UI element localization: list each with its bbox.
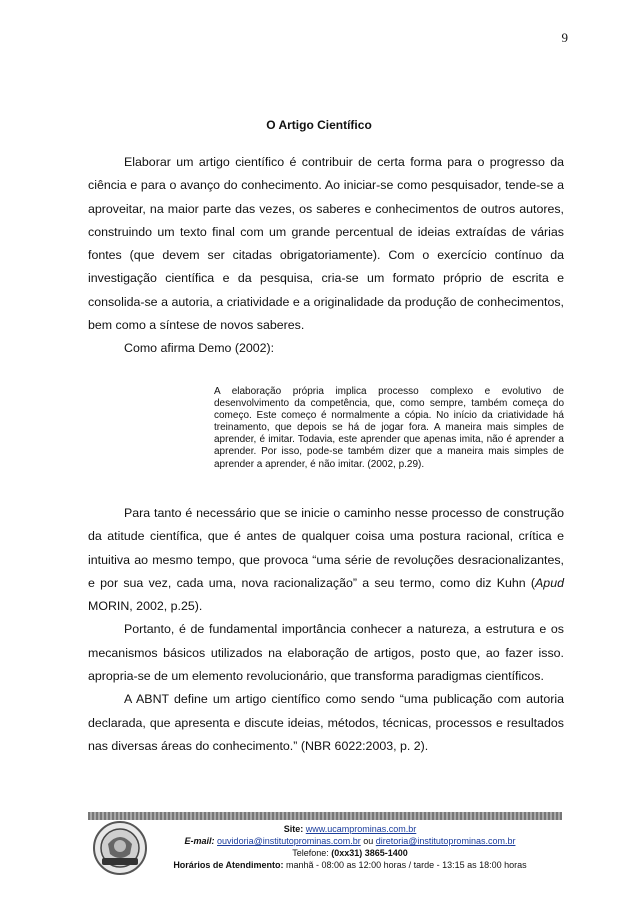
footer-hours-line (150, 859, 550, 871)
paragraph-intro: Elaborar um artigo científico é contribuir de certa forma para o progresso da ciência e para o avanço do conhecimento. Ao iniciar-se como pesquisador, tende-se a aproveitar, na maior parte das vezes, os saberes e conhecimentos de outros autores, construindo um texto final com um grande percentual de ideias extraídas de várias fontes (que devem ser citadas obrigatoriamente). Com o exercício contínuo da investigação científica e da pesquisa, cria-se um formato próprio de escrita e consolida-se a autoria, a criatividade e a originalidade da produção de conhecimentos, bem como a síntese de novos saberes. (88, 155, 564, 333)
email-separator: ou (360, 836, 376, 846)
site-link[interactable]: www.ucamprominas.com.br (305, 824, 417, 834)
paragraph-abnt: A ABNT define um artigo científico como sendo “uma publicação com autoria declarada, que apresenta e discute ideias, métodos, técnicas, processos e resultados nas diversas áreas do conhecimento.” (NBR 6022:2003, p. 2). (88, 692, 564, 753)
page-number: 9 (561, 30, 568, 45)
footer-email-line (150, 835, 550, 847)
apud-italic: Apud (535, 575, 564, 590)
phone-number: (0xx31) 3865-1400 (331, 848, 408, 858)
page-title: O Artigo Científico (266, 118, 372, 132)
email-ouvidoria-link[interactable]: ouvidoria@institutoprominas.com.br (217, 836, 361, 846)
paragraph-kuhn-text: Para tanto é necessário que se inicie o caminho nesse processo de construção da atitude científica, que é antes de qualquer coisa uma postura racional, crítica e intuitiva ao mesmo tempo, que provoca “uma série de revoluções desracionalizantes, e por sua vez, cada uma, nova racionalização” a seu termo, como diz Kuhn ( (88, 506, 564, 590)
footer-divider (88, 812, 562, 820)
block-quote: A elaboração própria implica processo complexo e evolutivo de desenvolvimento da competência, que, como sempre, também começa do começo. Este começo é normalmente a cópia. No início da criatividade há treinamento, que depois se há de jogar fora. A maneira mais simples de aprender, é imitar. Todavia, este aprender que apenas imita, não é aprender a aprender. Por isso, pode-se também dizer que a maneira mais simples de aprender a aprender, é não imitar. (2002, p.29). (214, 386, 564, 470)
footer-phone-line (150, 847, 550, 859)
paragraph-kuhn (88, 502, 564, 618)
site-label: Site: (283, 824, 304, 834)
footer-site-line (150, 823, 550, 835)
paragraph-portanto: Portanto, é de fundamental importância conhecer a natureza, a estrutura e os mecanismos básicos utilizados na elaboração de artigos, posto que, ao fazer isso. apropria-se de um elemento revolucionário, que transforma paradigmas científicos. (88, 622, 564, 684)
conclusion-block (88, 502, 564, 758)
prominas-logo-icon (92, 820, 148, 876)
email-diretoria-link[interactable]: diretoria@institutoprominas.com.br (375, 836, 516, 846)
intro-block (88, 151, 564, 361)
email-label: E-mail: (184, 836, 215, 846)
footer (150, 823, 550, 871)
hours-value: manhã - 08:00 as 12:00 horas / tarde - 13:15 as 18:00 horas (286, 860, 527, 870)
paragraph-demo-citation: Como afirma Demo (2002): (124, 341, 275, 356)
paragraph-kuhn-ref: MORIN, 2002, p.25). (88, 599, 203, 614)
phone-label: Telefone: (292, 848, 329, 858)
hours-label: Horários de Atendimento: (173, 860, 284, 870)
